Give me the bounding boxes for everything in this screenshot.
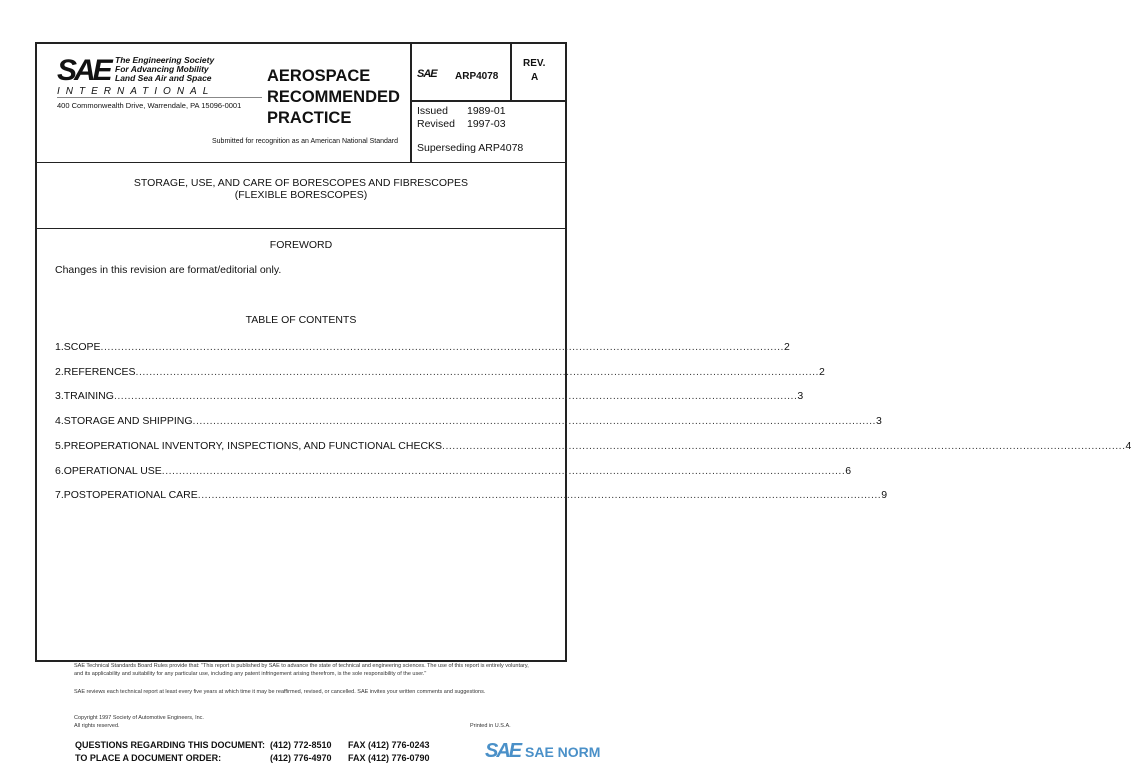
toc-leader: ........................................................................................................................................................................................................ (442, 439, 1126, 452)
toc-page: 4 (1125, 439, 1131, 452)
order-fax: FAX (412) 776-0790 (348, 753, 430, 763)
toc-number: 1. (55, 341, 64, 353)
divider (410, 100, 565, 102)
toc-number: 5. (55, 439, 64, 452)
questions-phone: (412) 772-8510 (270, 740, 332, 750)
submitted-note: Submitted for recognition as an American National Standard (212, 138, 398, 145)
doc-number: ARP4078 (455, 71, 499, 82)
foreword-heading: FOREWORD (269, 239, 333, 251)
rights: All rights reserved. (74, 723, 120, 729)
watermark: SAE NORM (525, 744, 601, 760)
sae-norm-logo: SAE (485, 740, 521, 762)
document-frame (35, 42, 1131, 662)
toc-page: 2 (783, 341, 790, 353)
revised-value: 1997-03 (467, 118, 506, 130)
sae-logo: SAE (57, 54, 110, 87)
society-tagline (115, 56, 214, 83)
toc-leader: ........................................................................................................................................................................................................ (135, 365, 819, 378)
toc-page: 2 (818, 365, 825, 378)
order-phone: (412) 776-4970 (270, 753, 332, 763)
sae-small-logo: SAE (417, 68, 437, 80)
toc-leader: ........................................................................................................................................................................................................ (100, 341, 784, 353)
doc-type-line: PRACTICE (267, 109, 352, 127)
rev-value: A (531, 72, 539, 83)
toc-item[interactable] (55, 464, 852, 477)
title-line: STORAGE, USE, AND CARE OF BORESCOPES AND FIBRESCOPES (133, 177, 469, 189)
toc-item[interactable] (55, 390, 804, 403)
toc-leader: ........................................................................................................................................................................................................ (197, 489, 882, 502)
toc-label: TRAINING (63, 390, 114, 403)
header-block (37, 44, 565, 163)
revised-label: Revised (417, 118, 455, 130)
tagline-line: For Advancing Mobility (115, 64, 209, 74)
toc-page: 9 (881, 489, 888, 502)
toc-leader: ........................................................................................................................................................................................................ (161, 464, 846, 477)
toc-item[interactable] (55, 341, 790, 353)
toc-item[interactable] (55, 439, 1131, 452)
international-label: INTERNATIONAL (57, 86, 262, 98)
issued-value: 1989-01 (467, 105, 506, 117)
toc-item[interactable] (55, 489, 888, 502)
questions-label: QUESTIONS REGARDING THIS DOCUMENT: (75, 740, 266, 750)
toc-page: 6 (845, 464, 852, 477)
issued-label: Issued (417, 105, 448, 117)
toc-number: 4. (55, 415, 64, 428)
toc-label: STORAGE AND SHIPPING (63, 415, 193, 428)
toc-number: 7. (55, 489, 64, 502)
toc-page: 3 (875, 415, 882, 428)
order-label: TO PLACE A DOCUMENT ORDER: (75, 753, 222, 763)
document-title (37, 162, 565, 229)
toc-label: POSTOPERATIONAL CARE (63, 489, 198, 502)
toc-label: OPERATIONAL USE (63, 464, 162, 477)
toc-item[interactable] (55, 365, 825, 378)
toc-leader: ........................................................................................................................................................................................................ (113, 390, 798, 403)
doc-type (267, 66, 400, 129)
toc-number: 3. (55, 390, 64, 403)
toc-page: 3 (797, 390, 804, 403)
address: 400 Commonwealth Drive, Warrendale, PA 15096-0001 (57, 101, 242, 110)
rev-label: REV. (523, 58, 546, 69)
toc-number: 2. (55, 365, 64, 378)
toc-item[interactable] (55, 415, 882, 428)
divider (510, 44, 512, 100)
foreword-text: Changes in this revision are format/editorial only. (55, 264, 282, 276)
toc-heading: TABLE OF CONTENTS (245, 314, 357, 326)
toc-number: 6. (55, 464, 64, 477)
copyright: Copyright 1997 Society of Automotive Engineers, Inc. (74, 715, 204, 721)
printed-in: Printed in U.S.A. (470, 723, 511, 729)
review-text: SAE reviews each technical report at least every five years at which time it may be reaffirmed, revised, or cancelled. SAE invites your written comments and suggestions. (74, 689, 486, 695)
title-line: (FLEXIBLE BORESCOPES) (234, 189, 368, 201)
divider (410, 44, 412, 162)
toc-label: PREOPERATIONAL INVENTORY, INSPECTIONS, AND FUNCTIONAL CHECKS (63, 439, 443, 452)
questions-fax: FAX (412) 776-0243 (348, 740, 430, 750)
toc-label: SCOPE (63, 341, 101, 353)
rules-text: SAE Technical Standards Board Rules provide that: "This report is published by SAE to advance the state of technical and engineering sciences. The use of this report is entirely voluntary, and its applicability and suitability for any particular use, including any patent infringement arising therefrom, is the sole responsibility of the user." (74, 663, 529, 677)
doc-type-line: RECOMMENDED (267, 88, 400, 106)
tagline-line: The Engineering Society (115, 55, 215, 65)
toc-label: REFERENCES (63, 365, 136, 378)
doc-type-line: AEROSPACE (267, 67, 371, 85)
toc-leader: ........................................................................................................................................................................................................ (192, 415, 876, 428)
superseding: Superseding ARP4078 (417, 142, 524, 154)
tagline-line: Land Sea Air and Space (115, 73, 212, 83)
